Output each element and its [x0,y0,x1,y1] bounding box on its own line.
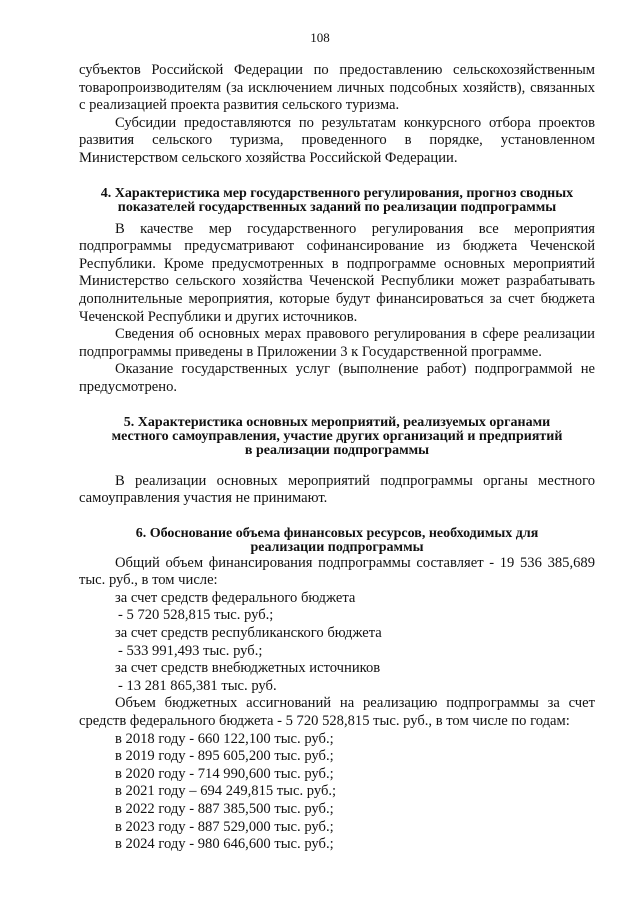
document-body [79,62,595,854]
section-5-heading-line-1: 5. Характеристика основных мероприятий, реализуемых органами [123,414,551,430]
section-4-heading-line-2: показателей государственных заданий по реализации подпрограммы [117,199,557,215]
section-6-heading [79,527,595,555]
funding-by-year-list [79,731,595,854]
funding-year-item: в 2022 году - 887 385,500 тыс. руб.; [115,801,334,817]
section-4-paragraph-2: Сведения об основных мерах правового регулирования в сфере реализации подпрограммы приведены в Приложении 3 к Государственной программе. [79,326,595,360]
section-6-heading-line-1: 6. Обоснование объема финансовых ресурсов, необходимых для [135,525,539,541]
section-5-heading-line-3: в реализации подпрограммы [244,442,430,458]
funding-sources-list [79,590,595,696]
section-4-heading-line-1: 4. Характеристика мер государственного регулирования, прогноз сводных [100,185,574,201]
section-5-paragraph-1: В реализации основных мероприятий подпрограммы органы местного самоуправления участия не принимают. [79,472,595,507]
funding-year-item: в 2024 году - 980 646,600 тыс. руб.; [115,836,334,853]
funding-year-item: в 2021 году – 694 249,815 тыс. руб.; [115,783,337,800]
section-6-heading-line-2: реализации подпрограммы [250,539,424,555]
section-5-heading-line-2: местного самоуправления, участие других организаций и предприятий [111,428,563,444]
funding-year-item: в 2023 году - 887 529,000 тыс. руб.; [115,818,334,835]
funding-source-label: за счет средств федерального бюджета [115,589,356,606]
section-6-paragraph-1: Общий объем финансирования подпрограммы составляет - 19 536 385,689 тыс. руб., в том числе: [79,554,595,589]
page-number: 108 [310,30,330,45]
funding-source-amount: - 533 991,493 тыс. руб.; [118,642,263,659]
section-5-heading [79,416,595,458]
funding-year-item: в 2020 году - 714 990,600 тыс. руб.; [115,765,334,782]
section-4-heading [79,187,595,215]
funding-year-item: в 2019 году - 895 605,200 тыс. руб.; [115,748,334,765]
section-6-paragraph-2: Объем бюджетных ассигнований на реализацию подпрограммы за счет средств федерального бюджета - 5 720 528,815 тыс. руб., в том числе по годам: [79,695,595,730]
section-4-paragraph-3: Оказание государственных услуг (выполнение работ) подпрограммой не предусмотрено. [79,361,595,395]
funding-source-amount: - 5 720 528,815 тыс. руб.; [118,607,274,624]
funding-source-label: за счет средств республиканского бюджета [115,625,382,642]
funding-source-label: за счет средств внебюджетных источников [115,660,381,677]
intro-paragraph-1: субъектов Российской Федерации по предоставлению сельскохозяйственным товаропроизводителям (за исключением личных подсобных хозяйств), связанных с реализацией проекта развития сельского туризма. [79,62,595,114]
funding-year-item: в 2018 году - 660 122,100 тыс. руб.; [115,730,334,747]
section-4-paragraph-1: В качестве мер государственного регулирования все мероприятия подпрограммы предусматривают софинансирование из бюджета Чеченской Республики. Кроме предусмотренных в подпрограмме основных мероприятий Министерство сельского хозяйства Чеченской Республики может разрабатывать дополнительные мероприятия, которые будут финансироваться за счет бюджета Чеченской Республики и других источников. [79,220,595,325]
intro-paragraph-2: Субсидии предоставляются по результатам конкурсного отбора проектов развития сельского туризма, проведенного в порядке, установленном Министерством сельского хозяйства Российской Федерации. [79,114,595,166]
funding-source-amount: - 13 281 865,381 тыс. руб. [118,677,277,694]
